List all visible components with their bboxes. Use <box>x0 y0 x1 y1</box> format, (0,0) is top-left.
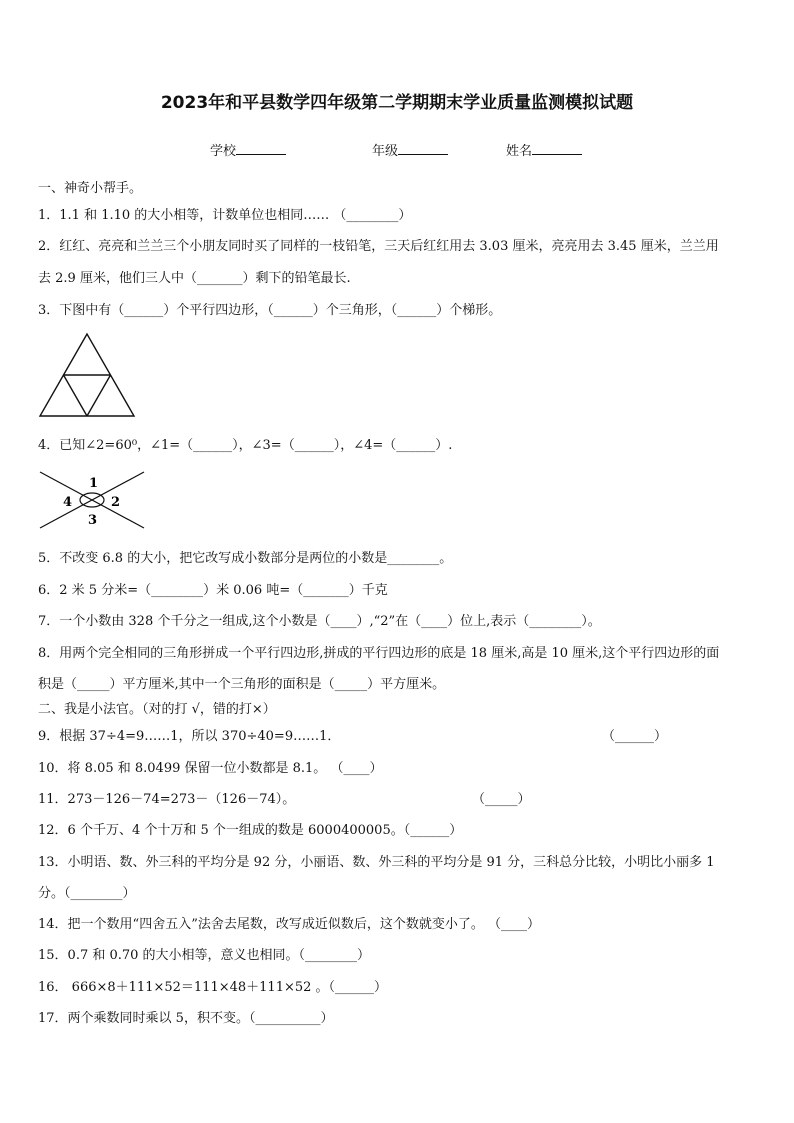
angle-label-3: 3 <box>88 513 98 528</box>
question-11-blank[interactable]: （_____） <box>472 792 531 807</box>
angle-label-1: 1 <box>89 476 99 491</box>
name-blank[interactable] <box>532 142 582 155</box>
triangle-figure <box>38 332 136 418</box>
question-12: 12．6 个千万、4 个十万和 5 个一组成的数是 6000400005。（______） <box>38 823 463 838</box>
name-label: 姓名 <box>506 144 533 159</box>
angle-label-2: 2 <box>111 495 121 510</box>
question-9-blank[interactable]: （______） <box>602 729 668 744</box>
question-8-line2: 积是（_____）平方厘米,其中一个三角形的面积是（_____）平方厘米。 <box>38 677 446 692</box>
question-17: 17．两个乘数同时乘以 5，积不变。（__________） <box>38 1011 334 1026</box>
question-5: 5．不改变 6.8 的大小，把它改写成小数部分是两位的小数是________。 <box>38 551 453 566</box>
grade-blank[interactable] <box>398 142 448 155</box>
section2-heading: 二、我是小法官。（对的打 √，错的打×） <box>38 702 276 717</box>
angle-figure <box>38 468 148 530</box>
question-6: 6．2 米 5 分米=（________）米 0.06 吨=（_______）千克 <box>38 583 388 598</box>
section1-heading: 一、神奇小帮手。 <box>38 181 143 196</box>
grade-field <box>372 140 448 159</box>
grade-label: 年级 <box>372 144 399 159</box>
question-16: 16． 666×8＋111×52＝111×48＋111×52 。（______） <box>38 980 388 995</box>
question-14: 14．把一个数用“四舍五入”法舍去尾数，改写成近似数后，这个数就变小了。 （____） <box>38 917 540 932</box>
name-field <box>506 140 582 159</box>
question-13-line1: 13．小明语、数、外三科的平均分是 92 分，小丽语、数、外三科的平均分是 91 分，三科总分比较，小明比小丽多 1 <box>38 855 715 870</box>
question-15: 15．0.7 和 0.70 的大小相等，意义也相同。（________） <box>38 948 371 963</box>
question-11: 11．273－126－74=273－（126－74）。 <box>38 792 296 807</box>
question-4: 4．已知∠2=60⁰，∠1=（______），∠3=（______），∠4=（______）. <box>38 438 453 453</box>
school-blank[interactable] <box>236 142 286 155</box>
angle-label-4: 4 <box>63 495 73 510</box>
question-13-line2: 分。（________） <box>38 886 136 901</box>
question-9: 9．根据 37÷4=9……1，所以 370÷40=9……1． <box>38 729 341 744</box>
question-8-line1: 8．用两个完全相同的三角形拼成一个平行四边形,拼成的平行四边形的底是 18 厘米,高是 10 厘米,这个平行四边形的面 <box>38 646 720 661</box>
school-label: 学校 <box>210 144 237 159</box>
question-3: 3．下图中有（______）个平行四边形，（______）个三角形，（______）个梯形。 <box>38 303 502 318</box>
page-title: 2023年和平县数学四年级第二学期期末学业质量监测模拟试题 <box>160 93 634 113</box>
school-field <box>210 140 286 159</box>
question-1: 1．1.1 和 1.10 的大小相等，计数单位也相同…… （________） <box>38 208 412 223</box>
question-2-line2: 去 2.9 厘米，他们三人中（_______）剩下的铅笔最长. <box>38 271 351 286</box>
question-7: 7．一个小数由 328 个千分之一组成,这个小数是（____）,“2”在（____）位上,表示（________）。 <box>38 614 601 629</box>
question-10: 10．将 8.05 和 8.0499 保留一位小数都是 8.1。 （____） <box>38 761 383 776</box>
question-2-line1: 2．红红、亮亮和兰兰三个小朋友同时买了同样的一枝铅笔，三天后红红用去 3.03 厘米，亮亮用去 3.45 厘米，兰兰用 <box>38 239 719 254</box>
